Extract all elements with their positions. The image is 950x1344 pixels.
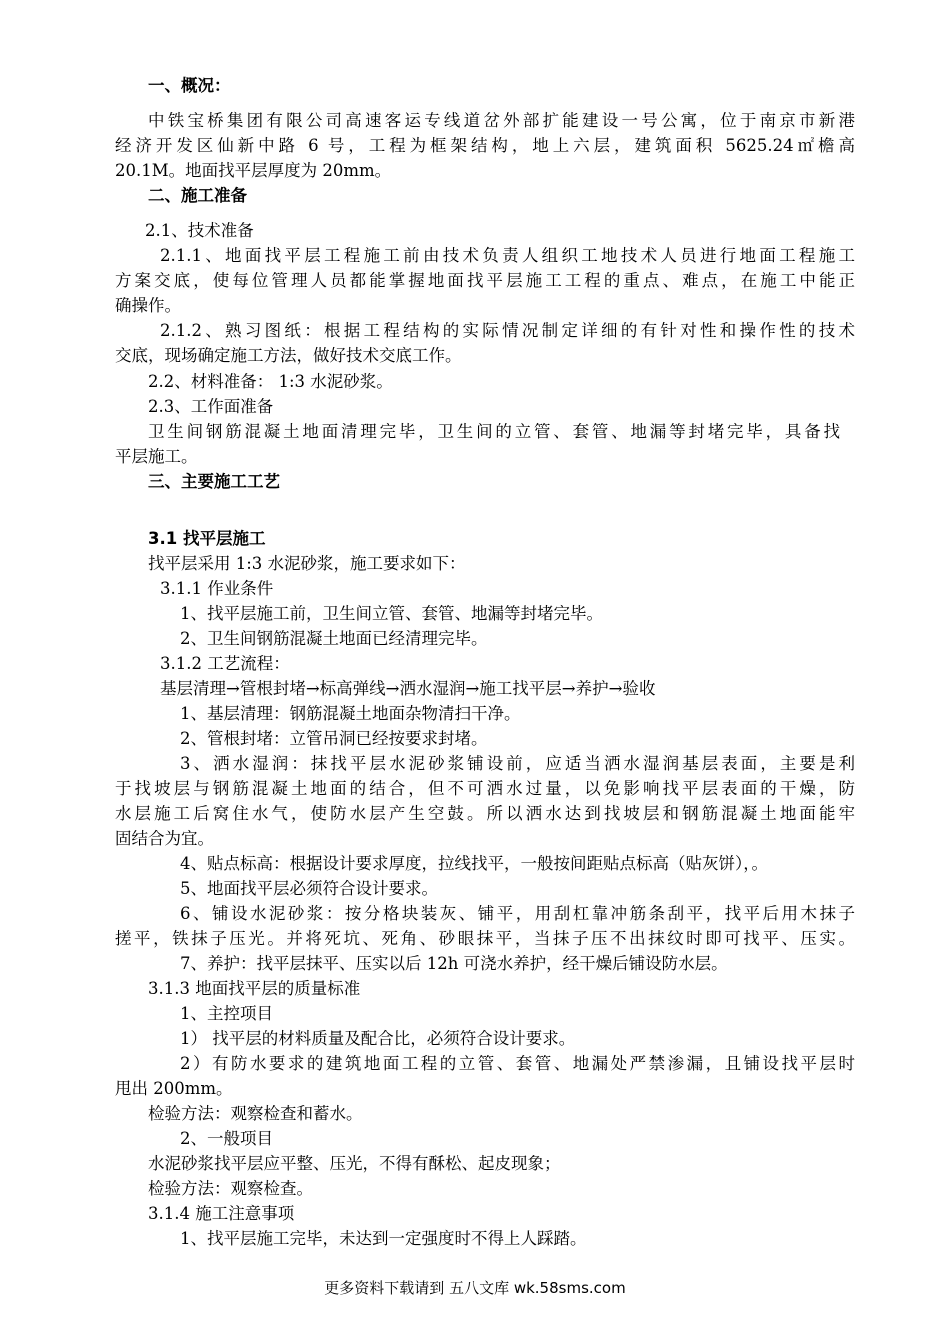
list-item: 1、主控项目 xyxy=(180,1004,273,1023)
paragraph-line: 固结合为宜。 xyxy=(115,829,214,848)
list-item: 2、管根封堵：立管吊洞已经按要求封堵。 xyxy=(180,729,488,748)
paragraph-line: 搓平，铁抹子压光。并将死坑、死角、砂眼抹平，当抹子压不出抹纹时即可找平、压实。 xyxy=(115,929,855,948)
paragraph-line: 2.1.1、地面找平层工程施工前由技术负责人组织工地技术人员进行地面工程施工 xyxy=(160,246,855,265)
paragraph-line: 检验方法：观察检查和蓄水。 xyxy=(148,1104,363,1123)
paragraph-line: 交底，现场确定施工方法，做好技术交底工作。 xyxy=(115,346,462,365)
paragraph-line: 20.1M。地面找平层厚度为 20mm。 xyxy=(115,161,392,180)
list-item: 1） 找平层的材料质量及配合比，必须符合设计要求。 xyxy=(180,1029,576,1048)
paragraph-line: 平层施工。 xyxy=(115,447,198,466)
subheading: 2.1、技术准备 xyxy=(145,221,254,240)
paragraph-line: 甩出 200mm。 xyxy=(115,1079,233,1098)
subheading-bold: 3.1 找平层施工 xyxy=(148,529,266,548)
list-item: 6、铺设水泥砂浆：按分格块装灰、铺平，用刮杠靠冲筋条刮平，找平后用木抹子 xyxy=(180,904,855,923)
list-item: 2）有防水要求的建筑地面工程的立管、套管、地漏处严禁渗漏，且铺设找平层时 xyxy=(180,1054,855,1073)
list-item: 3、洒水湿润：抹找平层水泥砂浆铺设前，应适当洒水湿润基层表面，主要是利 xyxy=(180,754,855,773)
paragraph-line: 于找坡层与钢筋混凝土地面的结合，但不可洒水过量，以免影响找平层表面的干燥，防 xyxy=(115,779,855,798)
list-item: 2、一般项目 xyxy=(180,1129,273,1148)
subheading: 2.2、材料准备： 1:3 水泥砂浆。 xyxy=(148,372,393,391)
paragraph-line: 水层施工后窝住水气，使防水层产生空鼓。所以洒水达到找坡层和钢筋混凝土地面能牢 xyxy=(115,804,855,823)
list-item: 2、卫生间钢筋混凝土地面已经清理完毕。 xyxy=(180,629,488,648)
paragraph-line: 水泥砂浆找平层应平整、压光，不得有酥松、起皮现象； xyxy=(148,1154,561,1173)
subheading: 3.1.3 地面找平层的质量标准 xyxy=(148,979,361,998)
heading-overview: 一、概况： xyxy=(148,76,231,95)
subheading: 2.3、工作面准备 xyxy=(148,397,274,416)
paragraph-line: 经济开发区仙新中路 6 号，工程为框架结构，地上六层，建筑面积 5625.24㎡檐高 xyxy=(115,136,855,155)
paragraph-line: 卫生间钢筋混凝土地面清理完毕，卫生间的立管、套管、地漏等封堵完毕，具备找 xyxy=(148,422,840,441)
paragraph-line: 找平层采用 1:3 水泥砂浆，施工要求如下： xyxy=(148,554,466,573)
list-item: 5、地面找平层必须符合设计要求。 xyxy=(180,879,438,898)
paragraph-line: 中铁宝桥集团有限公司高速客运专线道岔外部扩能建设一号公寓，位于南京市新港 xyxy=(148,111,855,130)
paragraph-line: 方案交底，使每位管理人员都能掌握地面找平层施工工程的重点、难点，在施工中能正 xyxy=(115,271,855,290)
list-item: 1、找平层施工前，卫生间立管、套管、地漏等封堵完毕。 xyxy=(180,604,603,623)
list-item: 4、贴点标高：根据设计要求厚度，拉线找平，一般按间距贴点标高（贴灰饼），。 xyxy=(180,854,768,873)
list-item: 1、基层清理：钢筋混凝土地面杂物清扫干净。 xyxy=(180,704,521,723)
subheading: 3.1.4 施工注意事项 xyxy=(148,1204,295,1223)
paragraph-line: 确操作。 xyxy=(115,296,181,315)
paragraph-line: 2.1.2、熟习图纸：根据工程结构的实际情况制定详细的有针对性和操作性的技术 xyxy=(160,321,855,340)
footer-link[interactable]: 更多资料下载请到 五八文库 wk.58sms.com xyxy=(324,1279,626,1297)
subheading: 3.1.2 工艺流程： xyxy=(160,654,290,673)
heading-main-process: 三、主要施工工艺 xyxy=(148,472,280,491)
heading-preparation: 二、施工准备 xyxy=(148,186,247,205)
process-flow: 基层清理→管根封堵→标高弹线→洒水湿润→施工找平层→养护→验收 xyxy=(160,679,656,698)
list-item: 7、养护：找平层抹平、压实以后 12h 可浇水养护，经干燥后铺设防水层。 xyxy=(180,954,728,973)
list-item: 1、找平层施工完毕，未达到一定强度时不得上人踩踏。 xyxy=(180,1229,587,1248)
paragraph-line: 检验方法：观察检查。 xyxy=(148,1179,313,1198)
subheading: 3.1.1 作业条件 xyxy=(160,579,274,598)
